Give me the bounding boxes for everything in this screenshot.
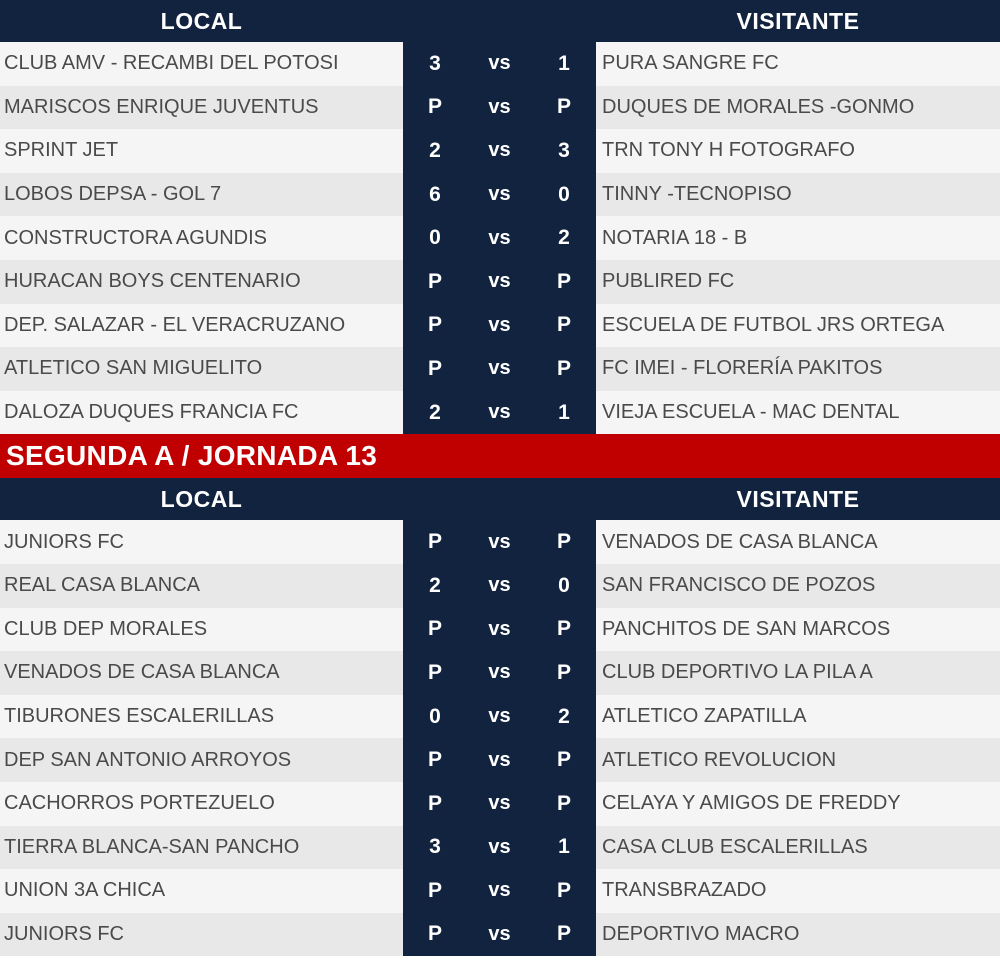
visiting-team: PANCHITOS DE SAN MARCOS	[596, 608, 1000, 652]
local-team: CONSTRUCTORA AGUNDIS	[0, 216, 403, 260]
visiting-team: CASA CLUB ESCALERILLAS	[596, 826, 1000, 870]
local-team: HURACAN BOYS CENTENARIO	[0, 260, 403, 304]
local-team: CLUB AMV - RECAMBI DEL POTOSI	[0, 42, 403, 86]
visit-score: 2	[558, 226, 570, 250]
score-block	[403, 86, 596, 130]
visit-score: 3	[558, 138, 570, 162]
local-score: P	[427, 878, 442, 902]
visitante-column-header: VISITANTE	[736, 485, 860, 512]
local-score: 3	[429, 835, 441, 859]
match-row	[0, 260, 1000, 304]
local-score: 0	[429, 704, 441, 728]
match-row	[0, 826, 1000, 870]
visit-score: 1	[558, 51, 570, 75]
score-column-header	[403, 0, 596, 42]
vs-label: vs	[488, 401, 511, 424]
visiting-team: FC IMEI - FLORERÍA PAKITOS	[596, 347, 1000, 391]
local-score: P	[427, 95, 442, 119]
local-score: P	[427, 530, 442, 554]
section2-match-list	[0, 520, 1000, 956]
score-block	[403, 651, 596, 695]
visiting-team: TRANSBRAZADO	[596, 869, 1000, 913]
match-row	[0, 651, 1000, 695]
vs-label: vs	[488, 922, 511, 945]
vs-label: vs	[488, 617, 511, 640]
match-row	[0, 520, 1000, 564]
vs-label: vs	[488, 661, 511, 684]
match-row	[0, 173, 1000, 217]
local-column-header: LOCAL	[160, 7, 243, 34]
local-score: 0	[429, 226, 441, 250]
match-row	[0, 304, 1000, 348]
local-score: P	[427, 269, 442, 293]
score-block	[403, 564, 596, 608]
local-score: 2	[429, 400, 441, 424]
score-block	[403, 782, 596, 826]
local-score: 6	[429, 182, 441, 206]
score-block	[403, 913, 596, 957]
local-score: P	[427, 922, 442, 946]
local-score: 2	[429, 573, 441, 597]
local-team: UNION 3A CHICA	[0, 869, 403, 913]
local-score: P	[427, 791, 442, 815]
score-block	[403, 129, 596, 173]
local-team: DEP SAN ANTONIO ARROYOS	[0, 738, 403, 782]
section1-match-list	[0, 42, 1000, 434]
score-block	[403, 826, 596, 870]
visiting-team: DUQUES DE MORALES -GONMO	[596, 86, 1000, 130]
visiting-team: PURA SANGRE FC	[596, 42, 1000, 86]
local-team: DALOZA DUQUES FRANCIA FC	[0, 391, 403, 435]
score-block	[403, 216, 596, 260]
visit-score: P	[556, 530, 571, 554]
match-row	[0, 564, 1000, 608]
score-block	[403, 347, 596, 391]
score-column-header	[403, 478, 596, 520]
match-row	[0, 42, 1000, 86]
score-block	[403, 738, 596, 782]
local-team: CACHORROS PORTEZUELO	[0, 782, 403, 826]
local-team: CLUB DEP MORALES	[0, 608, 403, 652]
local-score: 2	[429, 138, 441, 162]
visit-score: P	[556, 922, 571, 946]
visiting-team: CELAYA Y AMIGOS DE FREDDY	[596, 782, 1000, 826]
visit-score: P	[556, 748, 571, 772]
visit-score: P	[556, 660, 571, 684]
local-score: P	[427, 617, 442, 641]
visiting-team: DEPORTIVO MACRO	[596, 913, 1000, 957]
visiting-team: VENADOS DE CASA BLANCA	[596, 520, 1000, 564]
visit-score: 1	[558, 400, 570, 424]
section1-header	[0, 0, 1000, 42]
vs-label: vs	[488, 792, 511, 815]
local-team: TIBURONES ESCALERILLAS	[0, 695, 403, 739]
section2-header	[0, 478, 1000, 520]
match-row	[0, 869, 1000, 913]
score-block	[403, 173, 596, 217]
visiting-team: PUBLIRED FC	[596, 260, 1000, 304]
visit-score: P	[556, 617, 571, 641]
vs-label: vs	[488, 530, 511, 553]
vs-label: vs	[488, 879, 511, 902]
vs-label: vs	[488, 226, 511, 249]
local-score: 3	[429, 51, 441, 75]
visiting-team: ATLETICO ZAPATILLA	[596, 695, 1000, 739]
local-column-header: LOCAL	[160, 485, 243, 512]
visiting-team: SAN FRANCISCO DE POZOS	[596, 564, 1000, 608]
visiting-team: CLUB DEPORTIVO LA PILA A	[596, 651, 1000, 695]
match-row	[0, 86, 1000, 130]
vs-label: vs	[488, 313, 511, 336]
vs-label: vs	[488, 139, 511, 162]
visit-score: P	[556, 878, 571, 902]
visitante-column-header: VISITANTE	[736, 7, 860, 34]
local-team: JUNIORS FC	[0, 520, 403, 564]
vs-label: vs	[488, 270, 511, 293]
match-row	[0, 129, 1000, 173]
match-row	[0, 913, 1000, 957]
local-team: TIERRA BLANCA-SAN PANCHO	[0, 826, 403, 870]
score-block	[403, 260, 596, 304]
match-row	[0, 782, 1000, 826]
score-block	[403, 869, 596, 913]
visit-score: 0	[558, 182, 570, 206]
local-team: LOBOS DEPSA - GOL 7	[0, 173, 403, 217]
visit-score: 0	[558, 573, 570, 597]
visiting-team: TRN TONY H FOTOGRAFO	[596, 129, 1000, 173]
local-score: P	[427, 313, 442, 337]
visit-score: 1	[558, 835, 570, 859]
local-team: ATLETICO SAN MIGUELITO	[0, 347, 403, 391]
vs-label: vs	[488, 574, 511, 597]
score-block	[403, 304, 596, 348]
local-team: JUNIORS FC	[0, 913, 403, 957]
vs-label: vs	[488, 835, 511, 858]
match-row	[0, 347, 1000, 391]
score-block	[403, 391, 596, 435]
visiting-team: ESCUELA DE FUTBOL JRS ORTEGA	[596, 304, 1000, 348]
section2-title: SEGUNDA A / JORNADA 13	[0, 434, 1000, 478]
visit-score: P	[556, 95, 571, 119]
visiting-team: NOTARIA 18 - B	[596, 216, 1000, 260]
vs-label: vs	[488, 52, 511, 75]
local-team: MARISCOS ENRIQUE JUVENTUS	[0, 86, 403, 130]
vs-label: vs	[488, 357, 511, 380]
match-row	[0, 391, 1000, 435]
match-row	[0, 738, 1000, 782]
vs-label: vs	[488, 748, 511, 771]
visit-score: P	[556, 791, 571, 815]
visiting-team: ATLETICO REVOLUCION	[596, 738, 1000, 782]
vs-label: vs	[488, 705, 511, 728]
visit-score: P	[556, 313, 571, 337]
local-team: DEP. SALAZAR - EL VERACRUZANO	[0, 304, 403, 348]
local-team: SPRINT JET	[0, 129, 403, 173]
local-team: VENADOS DE CASA BLANCA	[0, 651, 403, 695]
score-block	[403, 608, 596, 652]
visit-score: 2	[558, 704, 570, 728]
local-score: P	[427, 356, 442, 380]
visiting-team: VIEJA ESCUELA - MAC DENTAL	[596, 391, 1000, 435]
visit-score: P	[556, 269, 571, 293]
local-score: P	[427, 748, 442, 772]
vs-label: vs	[488, 95, 511, 118]
score-block	[403, 42, 596, 86]
visiting-team: TINNY -TECNOPISO	[596, 173, 1000, 217]
vs-label: vs	[488, 183, 511, 206]
match-row	[0, 608, 1000, 652]
visit-score: P	[556, 356, 571, 380]
match-row	[0, 216, 1000, 260]
score-block	[403, 695, 596, 739]
match-row	[0, 695, 1000, 739]
local-score: P	[427, 660, 442, 684]
local-team: REAL CASA BLANCA	[0, 564, 403, 608]
score-block	[403, 520, 596, 564]
